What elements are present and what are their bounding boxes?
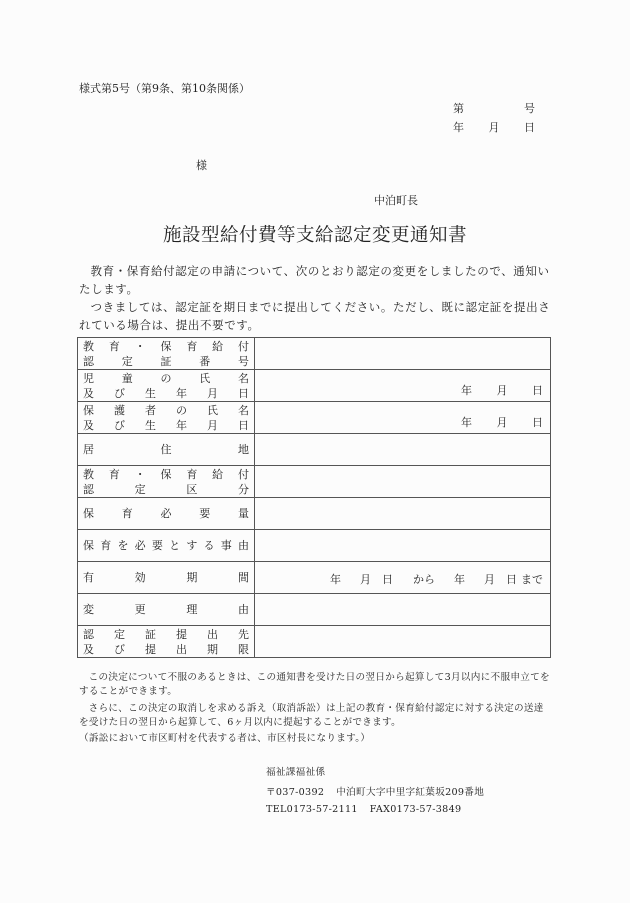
- row-label-line: [83, 482, 249, 497]
- document-title: 施設型給付費等支給認定変更通知書: [162, 225, 467, 246]
- label-char: 保: [83, 403, 94, 417]
- label-char: 事: [220, 539, 232, 552]
- label-char: 定: [134, 482, 146, 496]
- label-char: の: [176, 403, 187, 417]
- label-char: び: [114, 642, 125, 656]
- date-unit: 月: [496, 384, 508, 397]
- label-char: 理: [186, 603, 198, 616]
- form-row: [78, 434, 551, 466]
- row-label-line: [83, 371, 249, 386]
- row-label: [78, 466, 255, 498]
- label-char: 護: [114, 403, 125, 417]
- label-char: 地: [238, 443, 249, 456]
- label-char: 年: [176, 418, 187, 432]
- label-char: と: [169, 539, 181, 552]
- label-char: 給: [212, 339, 224, 353]
- row-label: [78, 562, 255, 594]
- phone-line: [266, 804, 461, 815]
- period-unit: から: [413, 573, 435, 586]
- form-row: [78, 370, 551, 402]
- label-char: 育: [100, 539, 112, 552]
- label-char: 及: [83, 642, 94, 656]
- date-unit: 年: [461, 384, 472, 397]
- date-day: 日: [524, 121, 535, 134]
- label-char: 定: [121, 354, 133, 368]
- form-row: [78, 530, 551, 562]
- label-char: 提: [145, 642, 156, 656]
- row-label-line: [83, 403, 249, 418]
- address: 中泊町大字中里字紅葉坂209番地: [336, 787, 485, 798]
- period-unit: 年: [454, 573, 465, 586]
- row-value-field[interactable]: [255, 562, 551, 594]
- row-label: [78, 402, 255, 434]
- label-char: 保: [83, 539, 94, 552]
- issue-date: [453, 119, 535, 135]
- label-char: 童: [121, 371, 133, 385]
- address-line: [266, 784, 484, 798]
- row-label-line: [83, 339, 249, 354]
- label-char: 先: [238, 627, 249, 641]
- row-label: [78, 530, 255, 562]
- period-unit: 日: [506, 573, 517, 586]
- label-char: 由: [237, 539, 249, 552]
- label-char: す: [186, 539, 198, 552]
- label-char: 更: [134, 603, 146, 616]
- label-char: 児: [83, 371, 94, 385]
- row-value-field[interactable]: [255, 434, 551, 466]
- label-char: 変: [83, 603, 94, 616]
- label-char: 住: [160, 443, 172, 456]
- label-char: 必: [160, 507, 172, 520]
- label-char: 定: [114, 627, 125, 641]
- label-char: 名: [238, 371, 249, 385]
- row-value-field[interactable]: [255, 498, 551, 530]
- row-label: [78, 338, 255, 370]
- label-char: 氏: [207, 403, 218, 417]
- label-char: 保: [160, 467, 172, 481]
- appeal-note: この決定について不服のあるときは、この通知書を受けた日の翌日から起算して3月以内に不服申立てをすることができます。: [79, 672, 550, 697]
- row-value-field[interactable]: [255, 626, 551, 658]
- label-char: 効: [134, 571, 146, 584]
- form-row: [78, 626, 551, 658]
- row-label-line: [83, 418, 249, 433]
- label-char: 月: [207, 386, 218, 400]
- row-value-field[interactable]: [255, 338, 551, 370]
- row-label-line: [83, 506, 249, 521]
- label-char: 名: [238, 403, 249, 417]
- label-char: 年: [176, 386, 187, 400]
- label-char: 及: [83, 418, 94, 432]
- label-char: 区: [186, 482, 198, 496]
- form-row: [78, 562, 551, 594]
- label-char: 有: [83, 571, 94, 584]
- label-char: 月: [207, 418, 218, 432]
- label-char: 期: [207, 642, 218, 656]
- label-char: 氏: [199, 371, 211, 385]
- label-char: 期: [186, 571, 198, 584]
- label-char: 必: [134, 539, 146, 552]
- row-label: [78, 626, 255, 658]
- label-char: 証: [160, 354, 172, 368]
- issuer: 中泊町長: [374, 194, 418, 207]
- form-row: [78, 498, 551, 530]
- label-char: 教: [83, 467, 94, 481]
- label-char: 出: [176, 642, 187, 656]
- label-char: 日: [238, 386, 249, 400]
- label-char: ・: [134, 467, 146, 481]
- period-unit: 日: [382, 573, 393, 586]
- row-label: [78, 498, 255, 530]
- row-value-field[interactable]: [255, 530, 551, 562]
- row-label-line: [83, 386, 249, 401]
- label-char: 限: [238, 642, 249, 656]
- label-char: を: [117, 539, 129, 552]
- label-char: び: [114, 386, 125, 400]
- label-char: 認: [83, 482, 94, 496]
- notice-form-table: [77, 337, 551, 658]
- period-unit: まで: [521, 573, 543, 586]
- row-value-field[interactable]: [255, 370, 551, 402]
- form-row: [78, 466, 551, 498]
- body-paragraph-1: 教育・保育給付認定の申請について、次のとおり認定の変更をしましたので、通知いたします。: [79, 264, 550, 296]
- date-unit: 日: [532, 416, 543, 429]
- label-char: 量: [238, 507, 249, 520]
- ref-suffix: 号: [524, 102, 535, 115]
- label-char: 教: [83, 339, 94, 353]
- label-char: 要: [199, 507, 211, 520]
- row-label: [78, 370, 255, 402]
- label-char: 番: [199, 354, 211, 368]
- form-row: [78, 338, 551, 370]
- fax: FAX0173-57-3849: [369, 804, 462, 815]
- body-paragraph-2: つきましては、認定証を期日までに提出してください。ただし、既に認定証を提出されている場合は、提出不要です。: [79, 300, 551, 332]
- validity-period-placeholder: [311, 571, 543, 587]
- date-unit: 日: [532, 384, 543, 397]
- row-label: [78, 434, 255, 466]
- period-unit: 年: [330, 573, 341, 586]
- date-placeholder: [461, 382, 543, 398]
- label-char: 証: [145, 627, 156, 641]
- label-char: 認: [83, 354, 94, 368]
- label-char: 分: [237, 482, 249, 496]
- ref-prefix: 第: [453, 102, 464, 115]
- label-char: 保: [83, 507, 94, 520]
- label-char: 生: [145, 418, 156, 432]
- date-month: 月: [488, 121, 500, 134]
- label-char: 付: [237, 467, 249, 481]
- date-placeholder: [461, 414, 543, 430]
- addressee-suffix: 様: [196, 159, 207, 172]
- tel: TEL0173-57-2111: [266, 804, 358, 815]
- row-value-field[interactable]: [255, 466, 551, 498]
- label-char: 生: [145, 386, 156, 400]
- label-char: 育: [186, 339, 198, 353]
- reference-number: [453, 100, 535, 116]
- department: 福祉課福祉係: [266, 767, 326, 778]
- row-label-line: [83, 602, 249, 617]
- label-char: 育: [121, 507, 133, 520]
- label-char: 提: [176, 627, 187, 641]
- label-char: 育: [108, 339, 120, 353]
- row-label-line: [83, 642, 249, 657]
- form-number: 様式第5号（第9条、第10条関係）: [79, 82, 250, 95]
- row-label-line: [83, 570, 249, 585]
- label-char: 給: [212, 467, 224, 481]
- row-label-line: [83, 442, 249, 457]
- label-char: 育: [108, 467, 120, 481]
- row-label-line: [83, 627, 249, 642]
- postal-code: 〒037-0392: [266, 787, 325, 798]
- date-year: 年: [453, 121, 464, 134]
- label-char: 日: [238, 418, 249, 432]
- form-row: [78, 402, 551, 434]
- representative-note: （訴訟において市区町村を代表する者は、市区村長になります。）: [79, 733, 371, 744]
- row-value-field[interactable]: [255, 594, 551, 626]
- row-value-field[interactable]: [255, 402, 551, 434]
- period-unit: 月: [484, 573, 495, 586]
- label-char: 由: [237, 603, 249, 616]
- label-char: 要: [151, 539, 163, 552]
- label-char: び: [114, 418, 125, 432]
- label-char: 保: [160, 339, 172, 353]
- label-char: 者: [145, 403, 156, 417]
- form-row: [78, 594, 551, 626]
- date-unit: 月: [496, 416, 508, 429]
- date-unit: 年: [461, 416, 472, 429]
- label-char: る: [203, 539, 215, 552]
- row-label: [78, 594, 255, 626]
- label-char: の: [160, 371, 172, 385]
- label-char: 出: [207, 627, 218, 641]
- row-label-line: [83, 467, 249, 482]
- label-char: 付: [237, 339, 249, 353]
- label-char: 認: [83, 627, 94, 641]
- label-char: 育: [186, 467, 198, 481]
- label-char: 及: [83, 386, 94, 400]
- label-char: 居: [83, 443, 94, 456]
- lawsuit-note: さらに、この決定の取消しを求める訴え（取消訴訟）は上記の教育・保育給付認定に対する決定の送達を受けた日の翌日から起算して、6ヶ月以内に提起することができます。: [79, 703, 544, 728]
- label-char: ・: [134, 339, 146, 353]
- row-label-line: [83, 354, 249, 369]
- period-unit: 月: [360, 573, 371, 586]
- label-char: 号: [238, 354, 249, 368]
- label-char: 間: [237, 571, 249, 584]
- row-label-line: [83, 538, 249, 553]
